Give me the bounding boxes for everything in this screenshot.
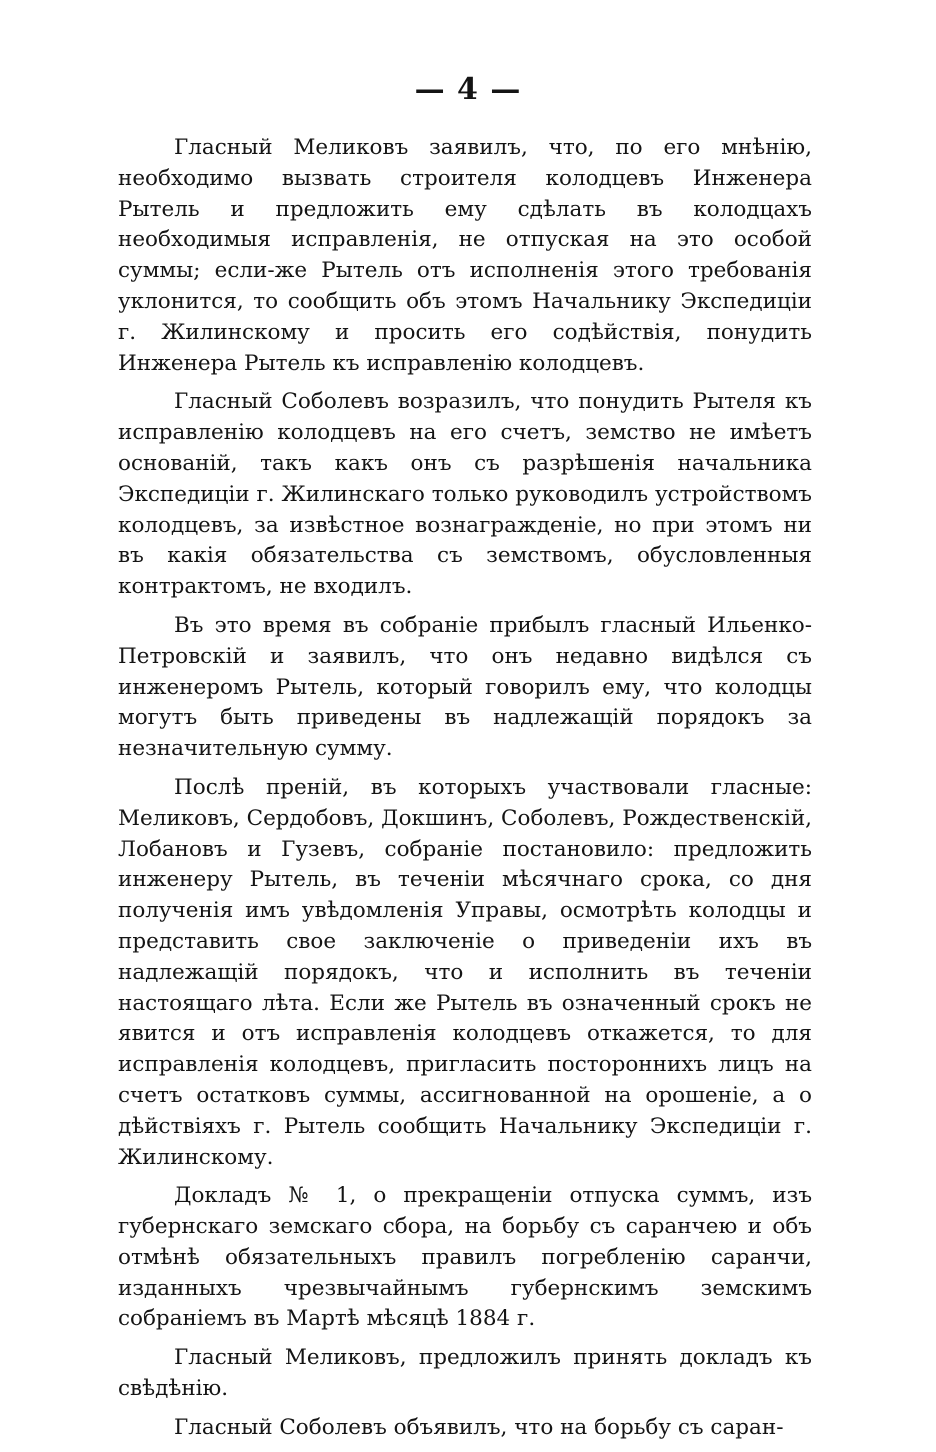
paragraph-report-1: Докладъ № 1, о прекращеніи отпуска суммъ, изъ губернскаго земскаго сбора, на борьбу съ саранчею и объ отмѣнѣ обязательныхъ правилъ погребленію саранчи, изданныхъ чрезвычайнымъ губернскимъ земскимъ собраніемъ въ Мартѣ мѣсяцѣ 1884 г. — [118, 1183, 812, 1332]
page-number: — 4 — — [414, 72, 522, 107]
body-text — [118, 133, 812, 1452]
paragraph-melikov-statement: Гласный Меликовъ заявилъ, что, по его мнѣнію, необходимо вызвать строителя колодцевъ Инженера Рытель и предложить ему сдѣлать въ колодцахъ необходимыя исправленія, не отпуская на это особой суммы; если-же Рытель отъ исполненія этого требованія уклонится, то сообщить объ этомъ Начальнику Экспедиціи г. Жилинскому и просить его содѣйствія, понудить Инженера Рытель къ исправленію колодцевъ. — [118, 135, 812, 376]
paragraph-ilenko-petrovsky: Въ это время въ собраніе прибылъ гласный Ильенко-Петровскій и заявилъ, что онъ недавно видѣлся съ инженеромъ Рытель, который говорилъ ему, что колодцы могутъ быть приведены въ надлежащій порядокъ за незначительную сумму. — [118, 612, 812, 762]
paragraph-assembly-resolution: Послѣ преній, въ которыхъ участвовали гласные: Меликовъ, Сердобовъ, Докшинъ, Соболевъ, Рождественскій, Лобановъ и Гузевъ, собраніе постановило: предложить инженеру Рытель, въ теченіи мѣсячнаго срока, со дня полученія имъ увѣдомленія Управы, осмотрѣть колодцы и представить свое заключеніе о приведеніи ихъ въ надлежащій порядокъ, что и исполнить въ теченіи настоящаго лѣта. Если же Рытель въ означенный срокъ не явится и отъ исправленія колодцевъ откажется, то для исправленія колодцевъ, пригласить постороннихъ лицъ на счетъ остатковъ суммы, ассигнованной на орошеніе, а о дѣйствіяхъ г. Рытель сообщить Начальнику Экспедиціи г. Жилинскому. — [118, 774, 812, 1170]
paragraph-sobolev-announcement: Гласный Соболевъ объявилъ, что на борьбу съ саран- — [174, 1414, 784, 1440]
paragraph-melikov-proposal: Гласный Меликовъ, предложилъ принять докладъ къ свѣдѣнію. — [118, 1345, 812, 1402]
paragraph-sobolev-objection: Гласный Соболевъ возразилъ, что понудить Рытеля къ исправленію колодцевъ на его счетъ, земство не имѣетъ основаній, такъ какъ онъ съ разрѣшенія начальника Экспедиціи г. Жилинскаго только руководилъ устройствомъ колодцевъ, за извѣстное вознагражденіе, но при этомъ ни въ какія обязательства съ земствомъ, обусловленныя контрактомъ, не входилъ. — [118, 389, 812, 600]
